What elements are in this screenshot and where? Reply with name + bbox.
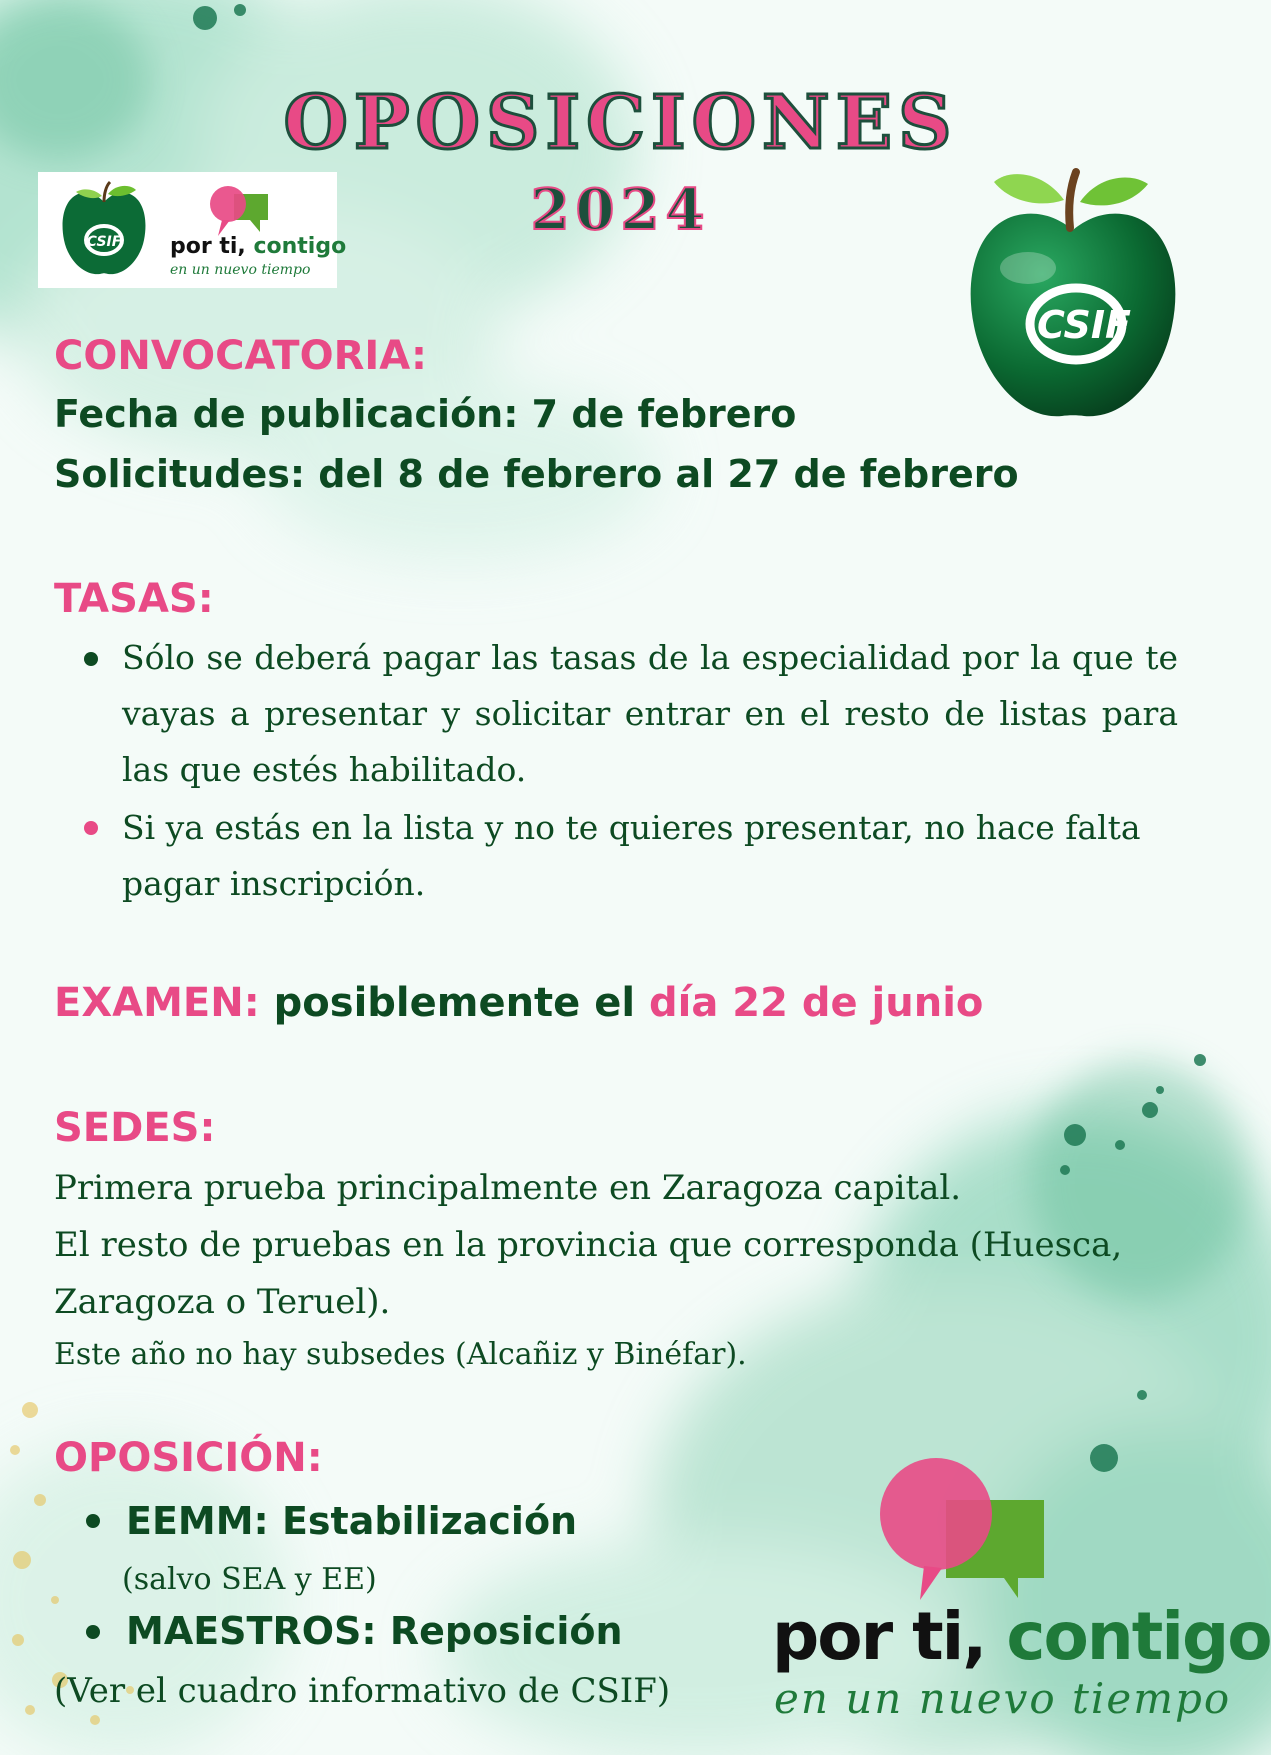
tasas-bullet-2: Si ya estás en la lista y no te quieres presentar, no hace falta pagar inscripción. — [122, 808, 1141, 903]
slogan-small-part1: por ti, — [170, 234, 254, 259]
csif-apple-icon — [948, 158, 1198, 423]
examen-line — [54, 977, 983, 1029]
sedes-line-2: El resto de pruebas en la provincia que corresponda (Huesca, — [54, 1225, 1123, 1265]
slogan-large — [772, 1600, 1271, 1674]
oposicion-item-1: EEMM: Estabilización — [126, 1499, 578, 1543]
csif-brand-text-large: CSIF — [1037, 303, 1131, 347]
oposicion-item-1-note: (salvo SEA y EE) — [122, 1562, 377, 1597]
slogan-small-sub: en un nuevo tiempo — [170, 262, 311, 278]
oposicion-heading: OPOSICIÓN: — [54, 1435, 323, 1481]
bullet-dot — [86, 1514, 100, 1528]
examen-text: posiblemente el — [259, 980, 649, 1026]
slogan-large-part2: contigo — [1006, 1598, 1271, 1675]
slogan-small — [170, 234, 346, 259]
sedes-line-4: Este año no hay subsedes (Alcañiz y Binéfar). — [54, 1337, 747, 1372]
csif-apple-icon — [54, 180, 154, 280]
convocatoria-heading: CONVOCATORIA: — [54, 333, 427, 379]
examen-label: EXAMEN: — [54, 980, 260, 1026]
convocatoria-solicitudes: Solicitudes: del 8 de febrero al 27 de febrero — [54, 452, 1019, 496]
sedes-heading: SEDES: — [54, 1105, 216, 1151]
convocatoria-fecha: Fecha de publicación: 7 de febrero — [54, 392, 797, 436]
bullet-dot — [84, 821, 98, 835]
speech-bubbles-icon — [876, 1458, 1056, 1600]
speech-bubbles-icon — [204, 184, 274, 240]
poster-title: OPOSICIONES — [283, 80, 958, 166]
logo-small — [38, 172, 347, 288]
sedes-line-3: Zaragoza o Teruel). — [54, 1282, 391, 1322]
slogan-large-sub: en un nuevo tiempo — [774, 1674, 1232, 1723]
poster-year: 2024 — [530, 177, 711, 243]
sedes-line-1: Primera prueba principalmente en Zaragoza capital. — [54, 1168, 962, 1208]
csif-brand-text: CSIF — [86, 234, 122, 250]
tasas-heading: TASAS: — [54, 576, 214, 622]
slogan-large-part1: por ti, — [772, 1598, 1007, 1675]
slogan-small-part2: contigo — [253, 234, 347, 259]
oposicion-item-2: MAESTROS: Reposición — [126, 1609, 623, 1653]
tasas-bullet-1: Sólo se deberá pagar las tasas de la especialidad por la que te vayas a presentar y solicitar entrar en el resto de listas para las que estés habilitado. — [122, 638, 1178, 789]
examen-date: día 22 de junio — [649, 980, 984, 1026]
bullet-dot — [84, 652, 98, 666]
bullet-dot — [86, 1625, 100, 1639]
oposicion-footer-note: (Ver el cuadro informativo de CSIF) — [54, 1671, 671, 1711]
